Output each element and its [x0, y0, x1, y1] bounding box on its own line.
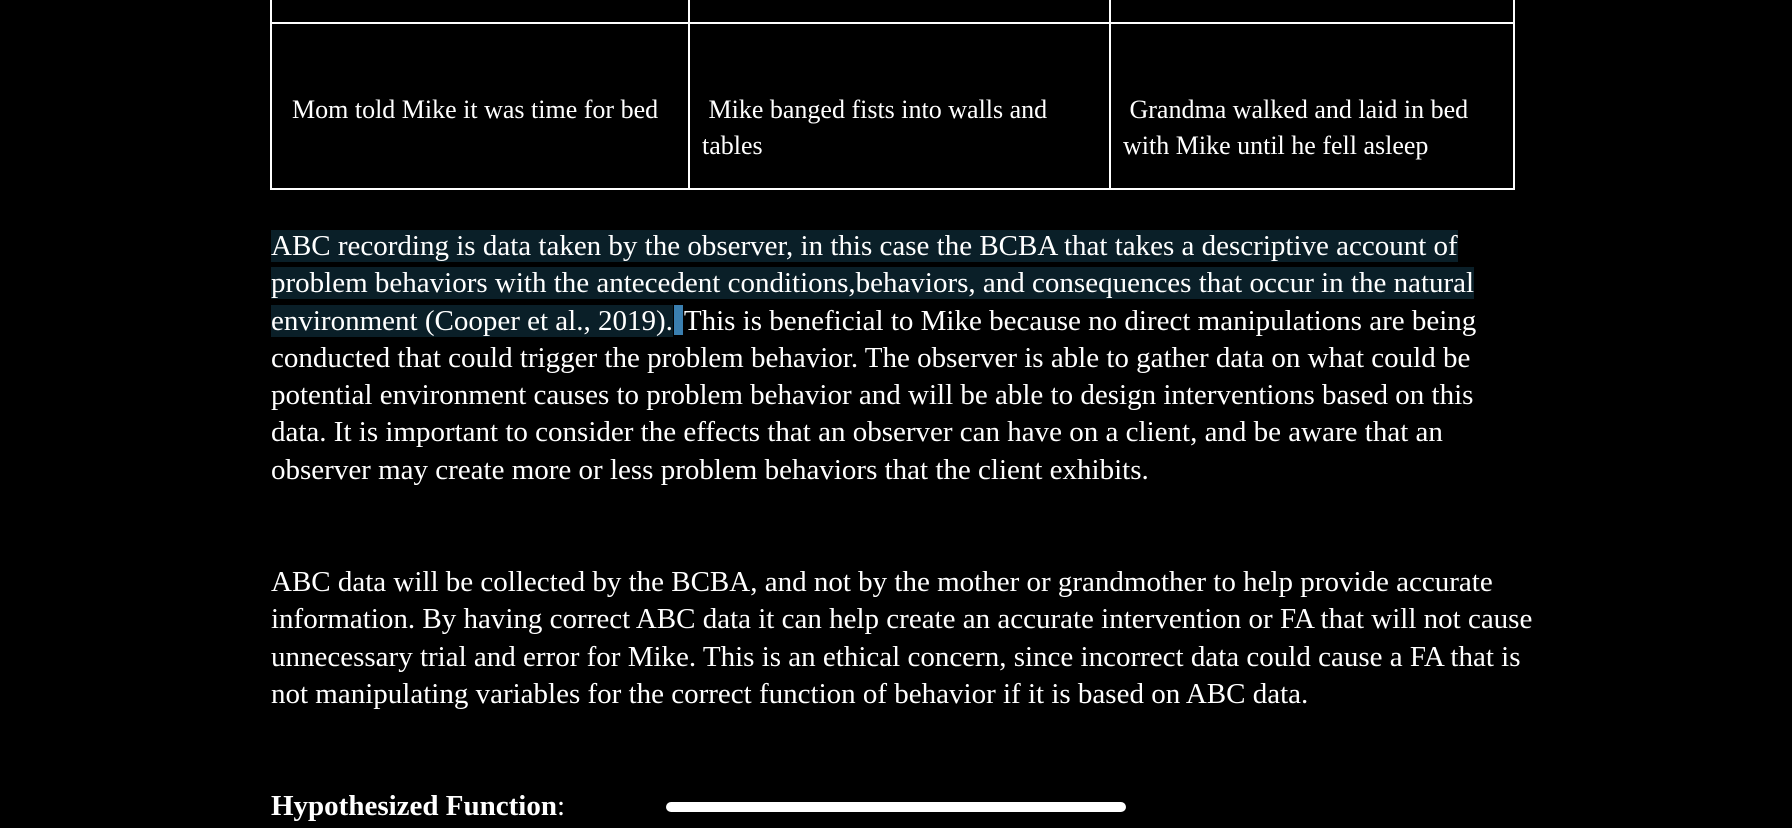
paragraph-text: This is beneficial to Mike because no direct manipulations are being conducted that could trigger the problem behavior. The observer is able to gather data on what could be potential environment causes to problem behavior and will be able to design interventions based on this data. It is important to consider the effects that an observer can have on a client, and be aware that an observer may create more or less problem behaviors that the client exhibits. — [271, 304, 1477, 486]
behavior-text: Mike banged fists into walls and tables — [702, 95, 1054, 160]
abc-collection-paragraph[interactable] — [271, 564, 1536, 713]
table-row-previous — [271, 0, 1514, 23]
abc-data-table — [270, 0, 1515, 190]
abc-recording-paragraph[interactable] — [271, 228, 1536, 489]
hypothesized-function-heading — [271, 786, 565, 826]
selected-text: ABC recording is data taken by the observer, in this case the BCBA that takes a descriptive account of problem behaviors with the antecedent conditions,behaviors, and consequences that occur in the natural environment (Cooper et al., 2019). — [271, 230, 1475, 337]
colon: : — [557, 790, 566, 822]
answer-blank-line[interactable] — [666, 802, 1126, 812]
table-cell — [1110, 0, 1514, 23]
antecedent-text: Mom told Mike it was time for bed — [292, 95, 659, 124]
antecedent-cell[interactable] — [271, 23, 689, 189]
text-cursor — [674, 305, 683, 335]
paragraph-text: ABC data will be collected by the BCBA, and not by the mother or grandmother to help provide accurate information. By having correct ABC data it can help create an accurate intervention or FA that will not cause unnecessary trial and error for Mike. This is an ethical concern, since incorrect data could cause a FA that is not manipulating variables for the correct function of behavior if it is based on ABC data. — [271, 566, 1533, 710]
table-row — [271, 23, 1514, 189]
behavior-cell[interactable] — [689, 23, 1110, 189]
consequence-text: Grandma walked and laid in bed with Mike until he fell asleep — [1123, 95, 1475, 160]
table-cell — [271, 0, 689, 23]
hypothesized-function-label: Hypothesized Function — [271, 790, 557, 822]
consequence-cell[interactable] — [1110, 23, 1514, 189]
table-cell — [689, 0, 1110, 23]
